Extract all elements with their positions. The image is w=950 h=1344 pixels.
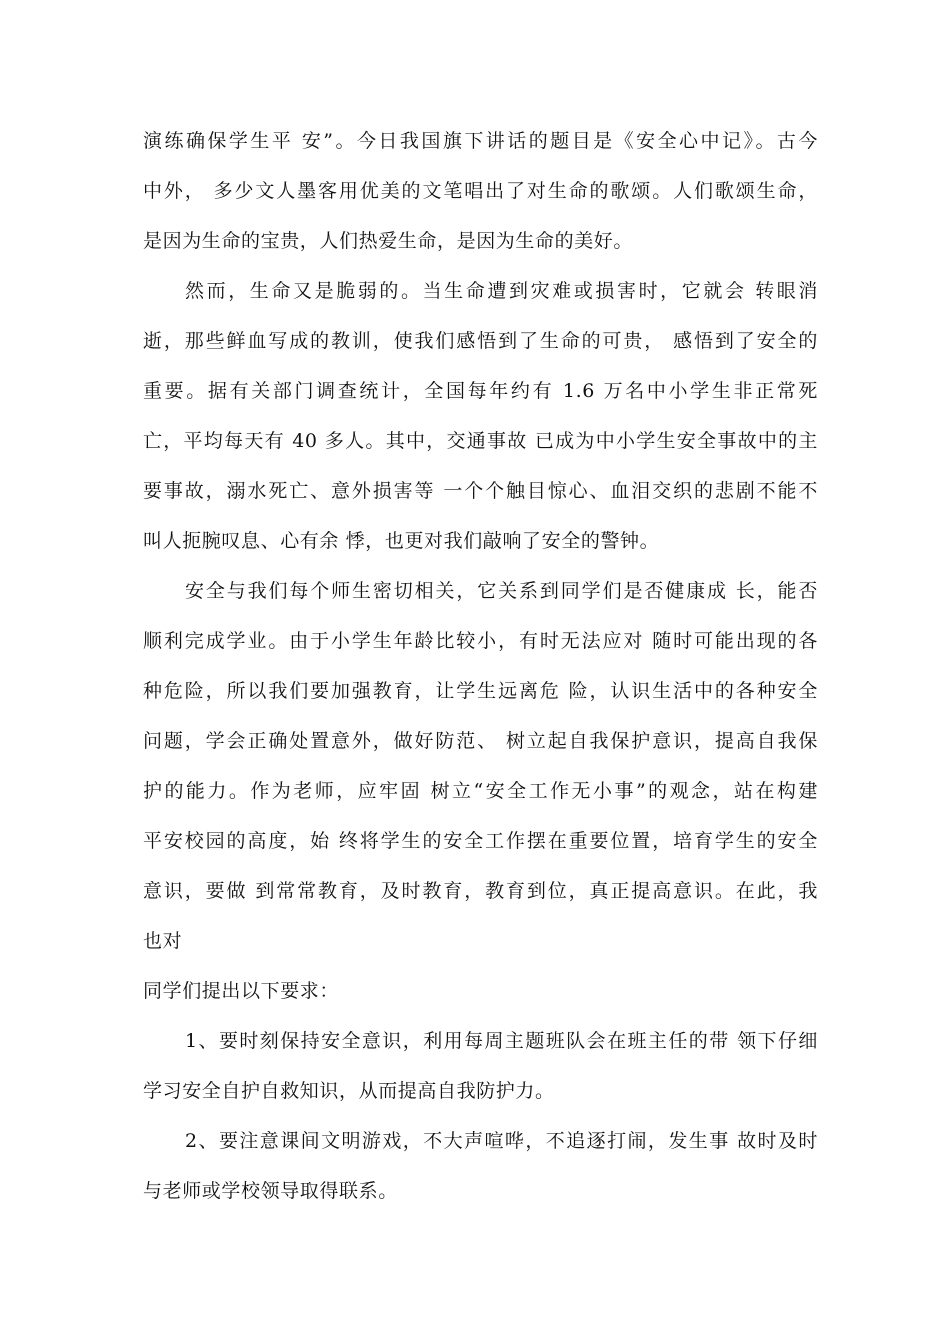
text-line: 重要。据有关部门调查统计，全国每年约有 1.6 万名中小学生非正常死 — [143, 380, 818, 402]
text-line: 亡，平均每天有 40 多人。其中，交通事故 已成为中小学生安全事故中的主 — [143, 430, 818, 452]
text-line: 要事故，溺水死亡、意外损害等 一个个触目惊心、血泪交织的悲剧不能不 — [143, 480, 818, 502]
text-line: 种危险，所以我们要加强教育，让学生远离危 险，认识生活中的各种安全 — [143, 680, 818, 702]
paragraph-start-line: 然而，生命又是脆弱的。当生命遭到灾难或损害时，它就会 转眼消 — [185, 280, 818, 302]
text-line: 顺利完成学业。由于小学生年龄比较小，有时无法应对 随时可能出现的各 — [143, 630, 818, 652]
text-line: 是因为生命的宝贵，人们热爱生命，是因为生命的美好。 — [143, 230, 634, 252]
text-line: 逝，那些鲜血写成的教训，使我们感悟到了生命的可贵， 感悟到了安全的 — [143, 330, 818, 352]
text-line: 叫人扼腕叹息、心有余 悸，也更对我们敲响了安全的警钟。 — [143, 530, 660, 552]
text-line: 问题，学会正确处置意外，做好防范、 树立起自我保护意识，提高自我保 — [143, 730, 818, 752]
text-line: 学习安全自护自救知识，从而提高自我防护力。 — [143, 1080, 555, 1102]
document-body — [143, 116, 818, 1216]
text-line: 与老师或学校领导取得联系。 — [143, 1180, 398, 1202]
text-line: 平安校园的高度，始 终将学生的安全工作摆在重要位置，培育学生的安全 — [143, 830, 818, 852]
list-item-2-line: 2、要注意课间文明游戏，不大声喧哗，不追逐打闹，发生事 故时及时 — [185, 1130, 818, 1152]
paragraph-start-line: 安全与我们每个师生密切相关，它关系到同学们是否健康成 长，能否 — [185, 580, 818, 602]
text-line: 中外， 多少文人墨客用优美的文笔唱出了对生命的歌颂。人们歌颂生命， — [143, 180, 818, 202]
text-line: 演练确保学生平 安”。今日我国旗下讲话的题目是《安全心中记》。古今 — [143, 130, 818, 152]
list-item-1-line: 1、要时刻保持安全意识，利用每周主题班队会在班主任的带 领下仔细 — [185, 1030, 818, 1052]
text-line: 同学们提出以下要求： — [143, 980, 340, 1002]
text-line: 也对 — [143, 930, 183, 952]
text-line: 护的能力。作为老师，应牢固 树立“安全工作无小事”的观念，站在构建 — [143, 780, 818, 802]
text-line: 意识，要做 到常常教育，及时教育，教育到位，真正提高意识。在此，我 — [143, 880, 818, 902]
